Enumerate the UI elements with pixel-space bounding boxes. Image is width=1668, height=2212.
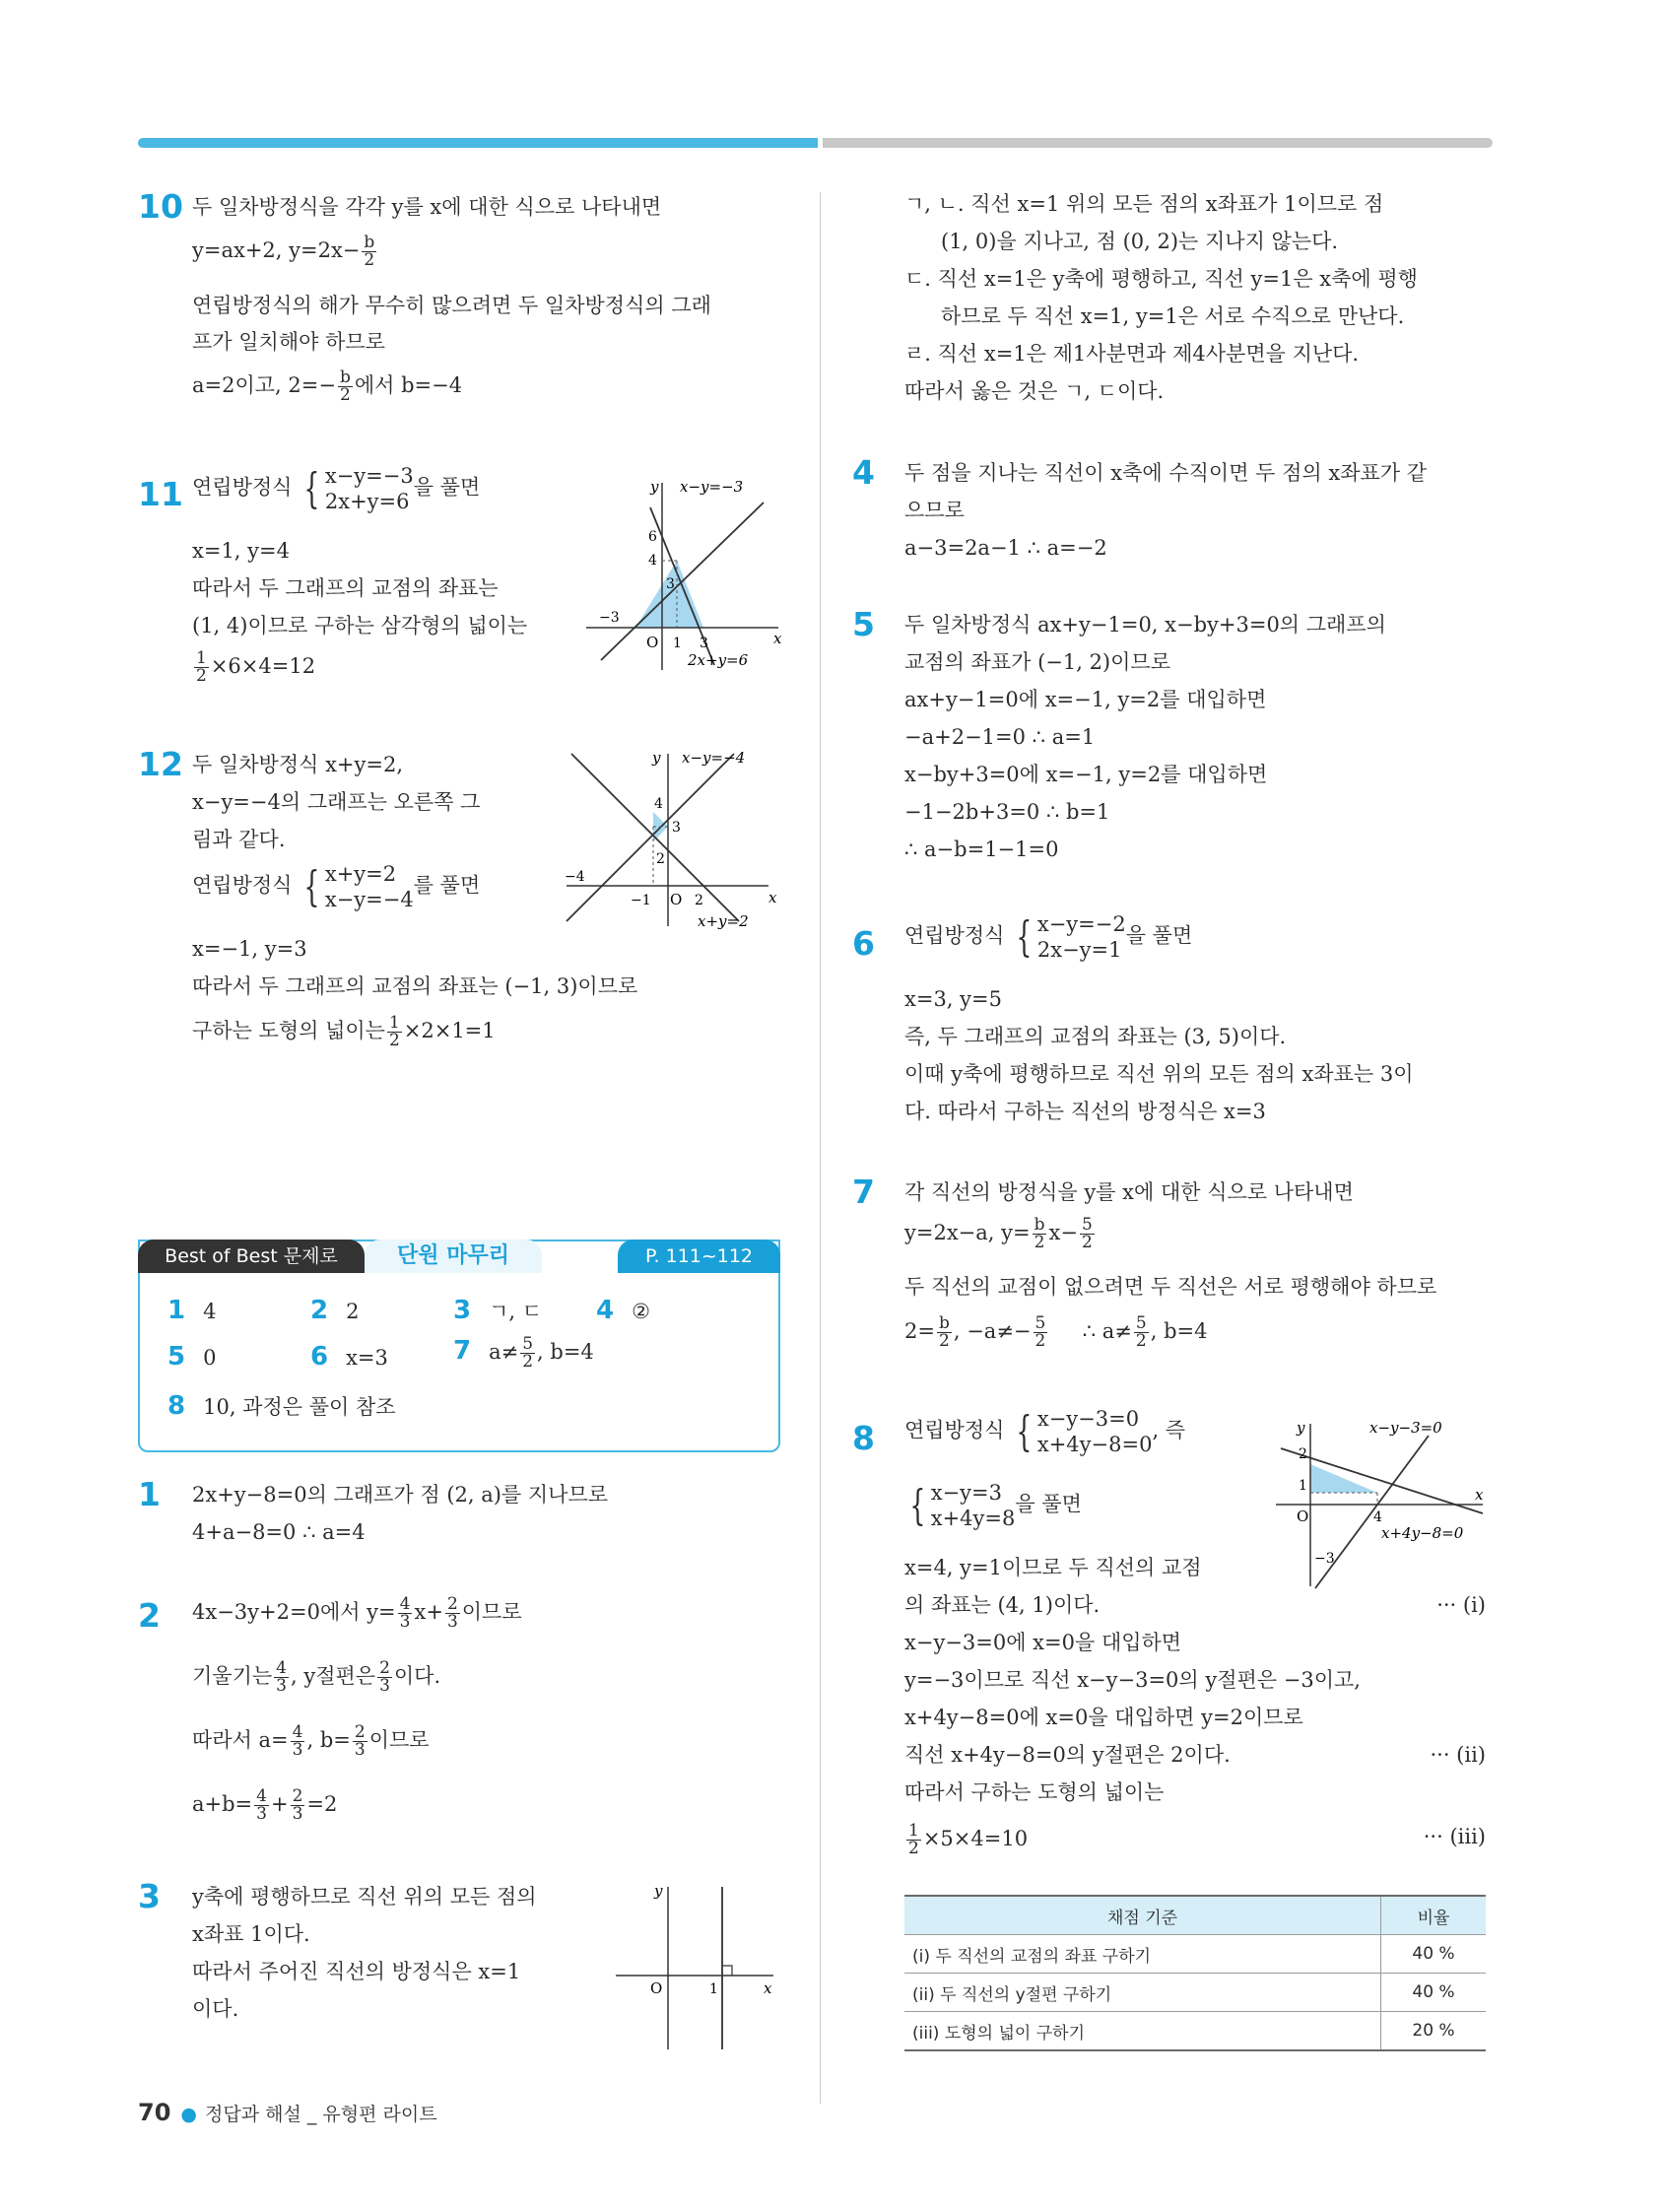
tick-4: 4 [648, 553, 657, 569]
table-row [904, 2012, 1486, 2051]
cont-line1: ㄱ, ㄴ. 직선 x=1 위의 모든 점의 x좌표가 1이므로 점 [904, 192, 1384, 216]
right-angle-mark [722, 1966, 732, 1976]
cont-line3: ㄷ. 직선 x=1은 y축에 평행하고, 직선 y=1은 x축에 평행 [904, 267, 1418, 291]
p11-line1: 연립방정식 { x−y=−3 2x+y=6을 풀면 [192, 464, 481, 513]
eq-label-1: x−y=−3 [680, 478, 744, 496]
y-axis-label: y [652, 749, 661, 767]
p12-line1: 두 일차방정식 x+y=2, [192, 753, 404, 776]
origin-label: O [646, 634, 659, 651]
q2-line1: 4x−3y+2=0에서 y= $\frac{4}{3}$ x+ $\frac{2}{3}$ 이므로 [192, 1594, 522, 1632]
q5-line6: −1−2b+3=0 ∴ b=1 [904, 800, 1110, 824]
p12-line3: 림과 같다. [192, 828, 286, 851]
q7-line1: 각 직선의 방정식을 y를 x에 대한 식으로 나타내면 [904, 1180, 1354, 1204]
origin-label: O [650, 1979, 663, 1997]
x-axis-label: x [768, 889, 777, 906]
tick-2: 2 [1299, 1446, 1307, 1462]
tick-2: 2 [656, 851, 665, 867]
q2-line4: a+b= $\frac{4}{3}$ + $\frac{2}{3}$ =2 [192, 1786, 338, 1824]
cont-line5: ㄹ. 직선 x=1은 제1사분면과 제4사분면을 지난다. [904, 342, 1360, 366]
grading-criteria: (iii) 도형의 넓이 구하기 [904, 2012, 1381, 2051]
p10-line4: 프가 일치해야 하므로 [192, 330, 385, 354]
p11-graph [581, 478, 788, 675]
tick-3x: 3 [700, 636, 708, 651]
problem-number-8: 8 [852, 1419, 875, 1457]
problem-number-3: 3 [138, 1877, 161, 1915]
q5-line2: 교점의 좌표가 (−1, 2)이므로 [904, 650, 1170, 674]
answer-item-8: 8 10, 과정은 풀이 참조 [167, 1391, 396, 1421]
answer-item-2: 2 2 [310, 1296, 360, 1325]
grading-header-ratio: 비율 [1381, 1896, 1487, 1935]
problem-number-12: 12 [138, 745, 183, 783]
answer-item-7: 7 a≠ $\frac{5}{2}$ , b=4 [453, 1334, 594, 1372]
tick-1: 1 [709, 1981, 718, 1997]
q6-line5: 다. 따라서 구하는 직선의 방정식은 x=3 [904, 1100, 1266, 1123]
grading-ratio: 20 % [1381, 2012, 1487, 2051]
page-number: 70 [138, 2099, 171, 2126]
q5-line7: ∴ a−b=1−1=0 [904, 838, 1059, 861]
tick-3: 3 [666, 576, 675, 592]
answer-item-3: 3 ㄱ, ㄷ [453, 1296, 543, 1325]
q8-line5: x−y−3=0에 x=0을 대입하면 [904, 1631, 1182, 1654]
origin-label: O [670, 891, 683, 908]
q8-line3: x=4, y=1이므로 두 직선의 교점 [904, 1556, 1202, 1579]
tab-page-range: P. 111~112 [618, 1240, 780, 1273]
page-footer [138, 2099, 437, 2126]
q8-line2: { x−y=3 x+4y=8을 풀면 [909, 1481, 1082, 1530]
problem-number-1: 1 [138, 1475, 161, 1513]
q2-line3: 따라서 a= $\frac{4}{3}$ , b= $\frac{2}{3}$ 이므로 [192, 1722, 430, 1760]
q8-line4: 의 좌표는 (4, 1)이다. ··· (i) [904, 1593, 1486, 1617]
tick-neg1: −1 [631, 893, 651, 908]
p12-line5: x=−1, y=3 [192, 937, 307, 961]
eq-label-2: 2x+y=6 [688, 651, 749, 669]
answer-item-1: 1 4 [167, 1296, 217, 1325]
p11-line5: $\frac{1}{2}$ ×6×4=12 [196, 648, 316, 686]
q8-graph [1271, 1419, 1493, 1591]
p11-line4: (1, 4)이므로 구하는 삼각형의 넓이는 [192, 614, 528, 637]
eq-label-2: x+y=2 [698, 912, 749, 930]
brace-icon: { [303, 464, 320, 512]
x-axis-label: x [773, 630, 782, 647]
cont-line4: 하므로 두 직선 x=1, y=1은 서로 수직으로 만난다. [941, 304, 1405, 328]
eq-label-1: x−y=−4 [682, 749, 746, 767]
p12-line2: x−y=−4의 그래프는 오른쪽 그 [192, 790, 481, 814]
y-axis-label: y [654, 1882, 663, 1900]
q4-line1: 두 점을 지나는 직선이 x축에 수직이면 두 점의 x좌표가 같 [904, 461, 1428, 485]
q8-line7: x+4y−8=0에 x=0을 대입하면 y=2이므로 [904, 1706, 1303, 1729]
q1-line1: 2x+y−8=0의 그래프가 점 (2, a)를 지나므로 [192, 1483, 609, 1507]
cont-line2: (1, 0)을 지나고, 점 (0, 2)는 지나지 않는다. [941, 230, 1339, 253]
q5-line3: ax+y−1=0에 x=−1, y=2를 대입하면 [904, 688, 1267, 711]
answer-item-5: 5 0 [167, 1342, 217, 1372]
mark-ii: ··· (ii) [1430, 1743, 1486, 1767]
problem-number-6: 6 [852, 924, 875, 963]
brace-icon: { [1016, 912, 1033, 961]
grading-header-criteria: 채점 기준 [904, 1896, 1381, 1935]
problem-number-4: 4 [852, 453, 875, 492]
q2-line2: 기울기는 $\frac{4}{3}$ , y절편은 $\frac{2}{3}$ 이다. [192, 1658, 441, 1696]
p10-line2: y=ax+2, y=2x− $\frac{b}{2}$ [192, 233, 375, 270]
tab-unit-review: 단원 마무리 [365, 1240, 542, 1273]
q5-line5: x−by+3=0에 x=−1, y=2를 대입하면 [904, 763, 1268, 786]
tick-6: 6 [648, 529, 657, 545]
line-x-y-neg3 [601, 503, 764, 660]
mark-iii: ··· (iii) [1423, 1825, 1486, 1848]
p12-line6: 따라서 두 그래프의 교점의 좌표는 (−1, 3)이므로 [192, 974, 638, 998]
grading-table [904, 1895, 1486, 2051]
answer-item-4: 4 ② [596, 1296, 650, 1325]
q6-line1: 연립방정식 { x−y=−2 2x−y=1을 풀면 [904, 912, 1193, 962]
q3-line2: x좌표 1이다. [192, 1922, 310, 1946]
eq-label-1: x−y−3=0 [1369, 1419, 1442, 1437]
p12-graph [562, 749, 778, 931]
q3-graph [611, 1882, 778, 2054]
q8-line1: 연립방정식 { x−y−3=0 x+4y−8=0, 즉 [904, 1407, 1186, 1456]
tick-4: 4 [1373, 1509, 1382, 1525]
grading-header-row [904, 1896, 1486, 1935]
q4-line3: a−3=2a−1 ∴ a=−2 [904, 536, 1107, 560]
p11-line3: 따라서 두 그래프의 교점의 좌표는 [192, 576, 499, 600]
cont-line6: 따라서 옳은 것은 ㄱ, ㄷ이다. [904, 379, 1165, 403]
p10-line5: a=2이고, 2=− $\frac{b}{2}$ 에서 b=−4 [192, 368, 463, 405]
q8-line8: 직선 x+4y−8=0의 y절편은 2이다. ··· (ii) [904, 1743, 1486, 1767]
tick-2x: 2 [695, 893, 703, 908]
p12-line7: 구하는 도형의 넓이는 $\frac{1}{2}$ ×2×1=1 [192, 1013, 496, 1050]
q6-line2: x=3, y=5 [904, 987, 1002, 1011]
p10-line1: 두 일차방정식을 각각 y를 x에 대한 식으로 나타내면 [192, 195, 662, 219]
tick-neg4: −4 [565, 869, 585, 885]
y-axis-label: y [650, 478, 659, 496]
tab-best-of-best: Best of Best 문제로 [138, 1240, 365, 1273]
q4-line2: 으므로 [904, 499, 965, 522]
p12-line4: 연립방정식 { x+y=2 x−y=−4를 풀면 [192, 862, 481, 911]
answer-item-6: 6 x=3 [310, 1342, 388, 1372]
brace-icon: { [909, 1481, 926, 1529]
q7-line2: y=2x−a, y= $\frac{b}{2}$ x− $\frac{5}{2}$ [904, 1215, 1093, 1252]
q3-line1: y축에 평행하므로 직선 위의 모든 점의 [192, 1885, 537, 1909]
line-x-y-2 [571, 754, 739, 921]
mark-i: ··· (i) [1436, 1593, 1486, 1617]
problem-number-11: 11 [138, 475, 183, 513]
brace-icon: { [1016, 1407, 1033, 1455]
answer-box-header [138, 1240, 780, 1281]
tick-3: 3 [672, 820, 681, 836]
q8-line9: 따라서 구하는 도형의 넓이는 [904, 1780, 1165, 1804]
p11-line2: x=1, y=4 [192, 539, 290, 563]
grading-ratio: 40 % [1381, 1974, 1487, 2012]
q8-line10: $\frac{1}{2}$ ×5×4=10 ··· (iii) [908, 1821, 1486, 1858]
footer-title: 정답과 해설 _ 유형편 라이트 [205, 2104, 437, 2125]
q3-line4: 이다. [192, 1997, 239, 2021]
p10-line3: 연립방정식의 해가 무수히 많으려면 두 일차방정식의 그래 [192, 294, 711, 317]
problem-number-5: 5 [852, 605, 875, 643]
table-row [904, 1974, 1486, 2012]
table-row [904, 1935, 1486, 1974]
header-bar-left [138, 138, 818, 148]
x-axis-label: x [764, 1979, 772, 1997]
grading-criteria: (i) 두 직선의 교점의 좌표 구하기 [904, 1935, 1381, 1974]
grading-criteria: (ii) 두 직선의 y절편 구하기 [904, 1974, 1381, 2012]
q7-line4: 2= $\frac{b}{2}$ , −a≠− $\frac{5}{2}$ ∴ a≠ $\frac{5}{2}$ , b=4 [904, 1313, 1208, 1351]
origin-label: O [1297, 1508, 1309, 1525]
column-divider [820, 192, 821, 2104]
header-bar-right [823, 138, 1493, 148]
brace-icon: { [303, 862, 320, 910]
q6-line4: 이때 y축에 평행하므로 직선 위의 모든 점의 x좌표는 3이 [904, 1062, 1414, 1086]
tick-neg3: −3 [1314, 1551, 1335, 1567]
q3-line3: 따라서 주어진 직선의 방정식은 x=1 [192, 1960, 521, 1983]
tick-1: 1 [1299, 1478, 1307, 1494]
bullet-icon: ● [180, 2104, 197, 2125]
problem-number-2: 2 [138, 1596, 161, 1635]
q7-line3: 두 직선의 교점이 없으려면 두 직선은 서로 평행해야 하므로 [904, 1275, 1437, 1299]
q8-line6: y=−3이므로 직선 x−y−3=0의 y절편은 −3이고, [904, 1668, 1361, 1692]
tick-neg3: −3 [599, 610, 620, 626]
q5-line4: −a+2−1=0 ∴ a=1 [904, 725, 1096, 749]
x-axis-label: x [1475, 1486, 1484, 1504]
tick-4: 4 [654, 796, 663, 812]
y-axis-label: y [1297, 1419, 1305, 1437]
problem-number-7: 7 [852, 1173, 875, 1211]
eq-label-2: x+4y−8=0 [1381, 1524, 1464, 1542]
q5-line1: 두 일차방정식 ax+y−1=0, x−by+3=0의 그래프의 [904, 613, 1386, 637]
q6-line3: 즉, 두 그래프의 교점의 좌표는 (3, 5)이다. [904, 1025, 1287, 1048]
q1-line2: 4+a−8=0 ∴ a=4 [192, 1520, 366, 1544]
tick-1: 1 [673, 636, 682, 651]
problem-number-10: 10 [138, 187, 183, 226]
grading-ratio: 40 % [1381, 1935, 1487, 1974]
